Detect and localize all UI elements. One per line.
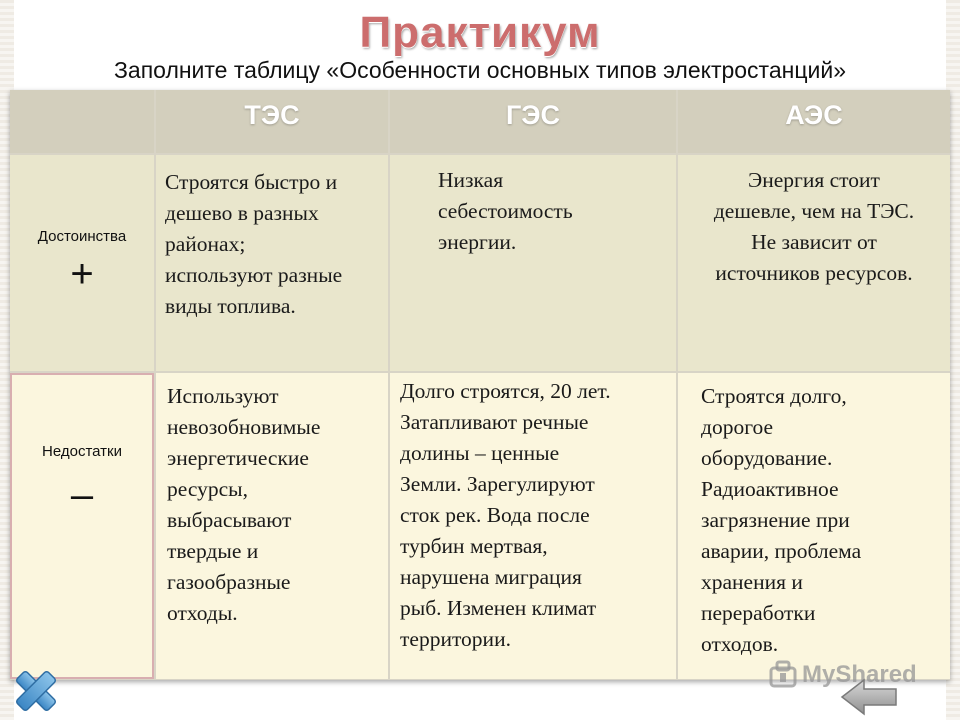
text-line: территории. bbox=[400, 627, 511, 651]
text-line: источников ресурсов. bbox=[715, 261, 913, 285]
text-line: ресурсы, bbox=[167, 477, 248, 501]
cell-tes-disadvantages bbox=[156, 373, 388, 679]
text-line: хранения и bbox=[701, 570, 803, 594]
text-line: районах; bbox=[165, 232, 246, 256]
text-line: турбин мертвая, bbox=[400, 534, 548, 558]
text-line: нарушена миграция bbox=[400, 565, 582, 589]
watermark-logo-icon bbox=[768, 660, 798, 690]
comparison-table bbox=[10, 90, 950, 680]
close-icon bbox=[10, 668, 62, 714]
text-line: невозобновимые bbox=[167, 415, 321, 439]
back-button[interactable] bbox=[840, 678, 898, 716]
text-line: переработки bbox=[701, 601, 816, 625]
cell-ges-disadvantages bbox=[390, 373, 676, 679]
cell-ges-advantages bbox=[390, 155, 676, 371]
text-line: загрязнение при bbox=[701, 508, 850, 532]
cell-aes-advantages bbox=[678, 155, 950, 371]
text-line: Радиоактивное bbox=[701, 477, 839, 501]
watermark-text: MyShared bbox=[802, 661, 917, 688]
slide-subtitle: Заполните таблицу «Особенности основных типов электростанций» bbox=[114, 57, 846, 83]
row-label-disadvantages bbox=[10, 373, 154, 679]
text-line: дорогое bbox=[701, 415, 774, 439]
text-line: оборудование. bbox=[701, 446, 833, 470]
text-line: себестоимость bbox=[438, 199, 573, 223]
text-line: рыб. Изменен климат bbox=[400, 596, 597, 620]
text-line: Долго строятся, 20 лет. bbox=[400, 379, 611, 403]
text-line: используют разные bbox=[165, 263, 343, 287]
header-corner-cell bbox=[10, 90, 154, 153]
cell-aes-disadvantages bbox=[678, 373, 950, 679]
plus-symbol: + bbox=[70, 252, 94, 296]
back-arrow-icon bbox=[840, 678, 898, 716]
header-tes bbox=[156, 90, 388, 153]
row-label-advantages bbox=[10, 155, 154, 371]
header-aes bbox=[678, 90, 950, 153]
text-line: виды топлива. bbox=[165, 294, 296, 318]
minus-symbol: – bbox=[70, 473, 94, 517]
text-line: Затапливают речные bbox=[400, 410, 589, 434]
slide-title: Практикум bbox=[359, 8, 601, 57]
text-line: Земли. Зарегулируют bbox=[400, 472, 595, 496]
text-line: дешевле, чем на ТЭС. bbox=[713, 199, 915, 223]
text-line: твердые и bbox=[167, 539, 259, 563]
close-button[interactable] bbox=[10, 668, 62, 714]
header-ges bbox=[390, 90, 676, 153]
header-aes-label: АЭС bbox=[785, 100, 843, 130]
text-line: Используют bbox=[167, 384, 279, 408]
text-line: долины – ценные bbox=[400, 441, 560, 465]
text-line: энергетические bbox=[167, 446, 309, 470]
header-tes-label: ТЭС bbox=[244, 100, 300, 130]
text-line: Не зависит от bbox=[751, 230, 877, 254]
text-line: Строятся долго, bbox=[701, 384, 847, 408]
cell-tes-advantages bbox=[156, 155, 388, 371]
text-line: Низкая bbox=[438, 168, 504, 192]
text-line: отходов. bbox=[701, 632, 779, 656]
text-line: отходы. bbox=[167, 601, 238, 625]
header-ges-label: ГЭС bbox=[505, 100, 560, 130]
text-line: газообразные bbox=[167, 570, 291, 594]
text-line: Строятся быстро и bbox=[165, 170, 338, 194]
text-line: дешево в разных bbox=[165, 201, 319, 225]
text-line: выбрасывают bbox=[167, 508, 292, 532]
text-line: аварии, проблема bbox=[701, 539, 862, 563]
text-line: сток рек. Вода после bbox=[400, 503, 590, 527]
disadvantages-label: Недостатки bbox=[42, 443, 122, 460]
advantages-label: Достоинства bbox=[37, 228, 127, 245]
text-line: энергии. bbox=[438, 230, 517, 254]
text-line: Энергия стоит bbox=[748, 168, 880, 192]
